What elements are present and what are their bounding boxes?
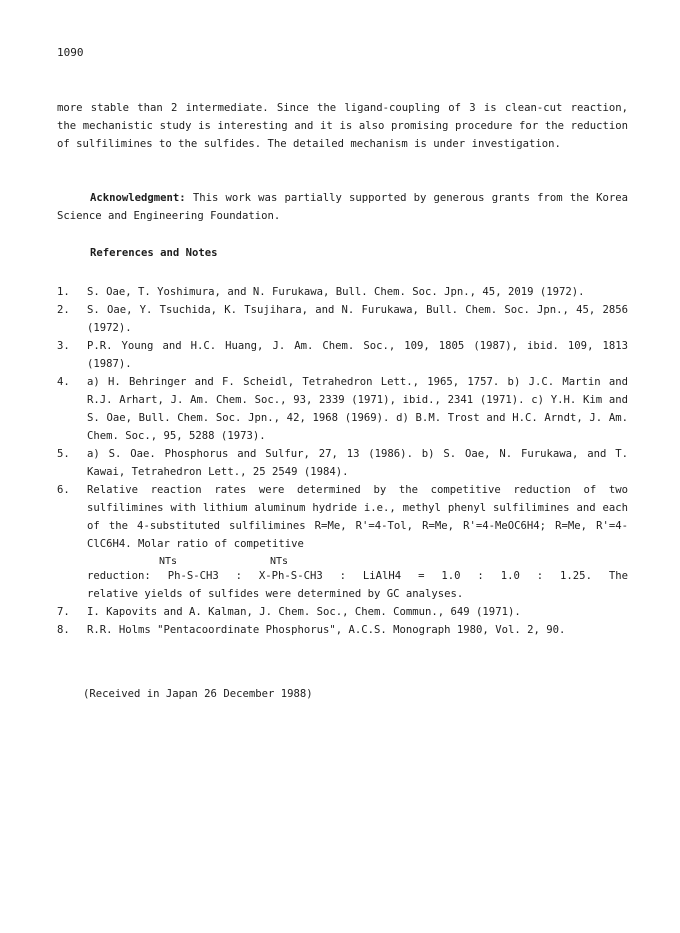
reference-number: 5. (57, 448, 70, 460)
reference-item (57, 301, 628, 337)
reference-number: 4. (57, 376, 70, 388)
reference-6-text: Relative reaction rates were determined by the competitive reduction of two sulfilimines with lithium aluminum hydride i.e., methyl phenyl sulfilimines and each of the 4-substituted sulfilimines R=Me, R'=4-Tol, R=Me, R'=4-MeOC6H4; R=Me, R'=4-ClC6H4. Molar ratio of competitive (87, 484, 628, 550)
reference-text: S. Oae, T. Yoshimura, and N. Furukawa, Bull. Chem. Soc. Jpn., 45, 2019 (1972). (87, 286, 585, 298)
nts-label-1: NTs (159, 556, 178, 567)
reference-text: R.R. Holms "Pentacoordinate Phosphorus", A.C.S. Monograph 1980, Vol. 2, 90. (87, 624, 566, 636)
acknowledgment-text: This work was partially supported by generous grants from the Korea Science and Engineering Foundation. (57, 192, 628, 222)
reference-item (57, 337, 628, 373)
reference-text: a) S. Oae. Phosphorus and Sulfur, 27, 13 (1986). b) S. Oae, N. Furukawa, and T. Kawai, Tetrahedron Lett., 25 2549 (1984). (87, 448, 628, 478)
formula-superscript-line (87, 553, 628, 567)
reference-item (57, 445, 628, 481)
reference-text: P.R. Young and H.C. Huang, J. Am. Chem. Soc., 109, 1805 (1987), ibid. 109, 1813 (1987). (87, 340, 628, 370)
reference-item (57, 603, 628, 621)
reference-text (87, 481, 628, 603)
received-date: (Received in Japan 26 December 1988) (83, 688, 313, 700)
body-paragraph-conclusion: more stable than 2 intermediate. Since the ligand-coupling of 3 is clean-cut reaction, the mechanistic study is interesting and it is also promising procedure for the reduction of sulfilimines to the sulfides. The detailed mechanism is under investigation. (57, 102, 628, 150)
reference-text: S. Oae, Y. Tsuchida, K. Tsujihara, and N. Furukawa, Bull. Chem. Soc. Jpn., 45, 2856 (1972). (87, 304, 628, 334)
reference-number: 8. (57, 624, 70, 636)
reference-item (57, 481, 628, 603)
reference-number: 3. (57, 340, 70, 352)
reference-text: a) H. Behringer and F. Scheidl, Tetrahedron Lett., 1965, 1757. b) J.C. Martin and R.J. Arhart, J. Am. Chem. Soc., 93, 2339 (1971), ibid., 2341 (1971). c) Y.H. Kim and S. Oae, Bull. Chem. Soc. Jpn., 42, 1968 (1969). d) B.M. Trost and H.C. Arndt, J. Am. Chem. Soc., 95, 5288 (1973). (87, 376, 628, 442)
reference-item (57, 283, 628, 301)
page-number: 1090 (57, 46, 84, 59)
reference-item (57, 621, 628, 639)
acknowledgment-label: Acknowledgment: (90, 192, 186, 204)
reference-item (57, 373, 628, 445)
acknowledgment-paragraph (57, 189, 628, 225)
formula-line: reduction: Ph-S-CH3 : X-Ph-S-CH3 : LiAlH4 = 1.0 : 1.0 : 1.25. The (87, 570, 628, 582)
nts-label-2: NTs (270, 556, 289, 567)
reference-number: 2. (57, 304, 70, 316)
reference-number: 1. (57, 286, 70, 298)
reference-number: 6. (57, 484, 70, 496)
references-heading: References and Notes (90, 247, 218, 259)
references-list (57, 283, 628, 639)
formula-tail: relative yields of sulfides were determined by GC analyses. (87, 588, 464, 600)
reference-number: 7. (57, 606, 70, 618)
reference-text: I. Kapovits and A. Kalman, J. Chem. Soc., Chem. Commun., 649 (1971). (87, 606, 521, 618)
